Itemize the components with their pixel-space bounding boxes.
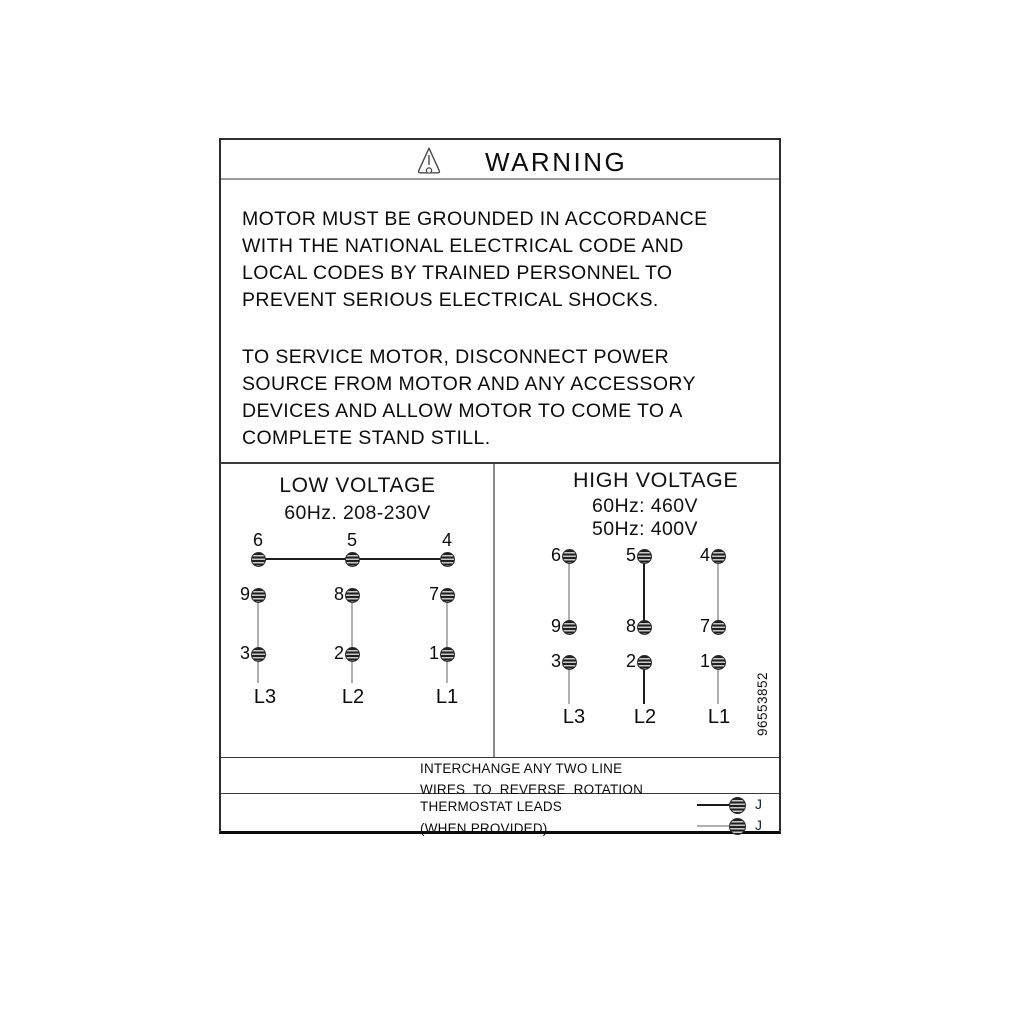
hv-terminal-7-dot (711, 620, 726, 635)
thermostat-lead-dot-1 (729, 797, 746, 814)
hv-wire-5-8 (643, 556, 645, 627)
thermostat-lead-dot-2 (729, 818, 746, 835)
warning-triangle-icon (417, 146, 441, 175)
hv-terminal-8-number: 8 (625, 616, 636, 636)
hv-line-label-l3: L3 (562, 706, 586, 728)
lv-terminal-2-number: 2 (333, 643, 344, 663)
lv-terminal-6-dot (251, 552, 266, 567)
hv-terminal-8-dot (637, 620, 652, 635)
lv-line-label-l2: L2 (341, 686, 365, 708)
hv-terminal-9-number: 9 (550, 616, 561, 636)
hv-terminal-4-number: 4 (699, 545, 710, 565)
thermostat-note-line-2: (WHEN PROVIDED) (420, 821, 548, 836)
lv-wire-l3 (257, 595, 259, 683)
rotation-note-line-2: WIRES TO REVERSE ROTATION (420, 782, 644, 797)
hv-terminal-7-number: 7 (699, 616, 710, 636)
lv-terminal-3-dot (251, 647, 266, 662)
high-voltage-title: HIGH VOLTAGE (573, 468, 739, 492)
lv-line-label-l3: L3 (253, 686, 277, 708)
hv-terminal-1-dot (711, 655, 726, 670)
warning-title: WARNING (485, 147, 628, 177)
warning-line: COMPLETE STAND STILL. (242, 427, 491, 449)
high-voltage-freq-1: 60Hz: 460V (592, 495, 698, 517)
rotation-note-line-1: INTERCHANGE ANY TWO LINE (420, 761, 623, 776)
lv-terminal-9-number: 9 (239, 584, 250, 604)
hv-terminal-1-number: 1 (699, 651, 710, 671)
hv-terminal-6-number: 6 (550, 545, 561, 565)
hv-terminal-9-dot (562, 620, 577, 635)
hv-terminal-6-dot (562, 549, 577, 564)
part-number: 96553852 (755, 671, 770, 737)
lv-terminal-8-number: 8 (333, 584, 344, 604)
hv-line-label-l2: L2 (633, 706, 657, 728)
lv-wire-l1 (446, 595, 448, 683)
hv-terminal-5-dot (637, 549, 652, 564)
thermostat-lead-label-1: J (755, 796, 762, 812)
divider-diagram-top (221, 462, 779, 464)
hv-terminal-4-dot (711, 549, 726, 564)
lv-terminal-7-dot (440, 588, 455, 603)
low-voltage-title: LOW VOLTAGE (279, 474, 436, 497)
thermostat-note-line-1: THERMOSTAT LEADS (420, 799, 562, 814)
warning-line: PREVENT SERIOUS ELECTRICAL SHOCKS. (242, 289, 659, 311)
hv-terminal-3-dot (562, 655, 577, 670)
warning-line: WITH THE NATIONAL ELECTRICAL CODE AND (242, 235, 684, 257)
divider-notes-top (221, 757, 779, 758)
warning-line: MOTOR MUST BE GROUNDED IN ACCORDANCE (242, 208, 708, 230)
warning-line: SOURCE FROM MOTOR AND ANY ACCESSORY (242, 373, 696, 395)
hv-terminal-5-number: 5 (625, 545, 636, 565)
lv-line-label-l1: L1 (435, 686, 459, 708)
lv-terminal-5-dot (345, 552, 360, 567)
lv-terminal-9-dot (251, 588, 266, 603)
lv-terminal-3-number: 3 (239, 643, 250, 663)
lv-terminal-4-dot (440, 552, 455, 567)
motor-warning-label (219, 138, 781, 834)
lv-terminal-6-number: 6 (252, 530, 263, 550)
lv-terminal-5-number: 5 (346, 530, 357, 550)
lv-terminal-2-dot (345, 647, 360, 662)
thermostat-lead-label-2: J (755, 817, 762, 833)
warning-line: LOCAL CODES BY TRAINED PERSONNEL TO (242, 262, 673, 284)
lv-terminal-1-number: 1 (428, 643, 439, 663)
hv-terminal-3-number: 3 (550, 651, 561, 671)
warning-paragraph-2 (242, 344, 696, 452)
lv-wire-l2 (351, 595, 353, 683)
lv-terminal-7-number: 7 (428, 584, 439, 604)
warning-paragraph-1 (242, 206, 707, 314)
high-voltage-freq-2: 50Hz: 400V (592, 518, 698, 540)
warning-header (221, 140, 779, 180)
lv-terminal-4-number: 4 (441, 530, 452, 550)
lv-terminal-1-dot (440, 647, 455, 662)
warning-line: TO SERVICE MOTOR, DISCONNECT POWER (242, 346, 670, 368)
hv-wire-4-7 (717, 556, 719, 627)
hv-line-label-l1: L1 (707, 706, 731, 728)
hv-terminal-2-dot (637, 655, 652, 670)
low-voltage-subtitle: 60Hz. 208-230V (284, 502, 431, 524)
warning-line: DEVICES AND ALLOW MOTOR TO COME TO A (242, 400, 683, 422)
hv-wire-6-9 (568, 556, 570, 627)
lv-terminal-8-dot (345, 588, 360, 603)
hv-terminal-2-number: 2 (625, 651, 636, 671)
